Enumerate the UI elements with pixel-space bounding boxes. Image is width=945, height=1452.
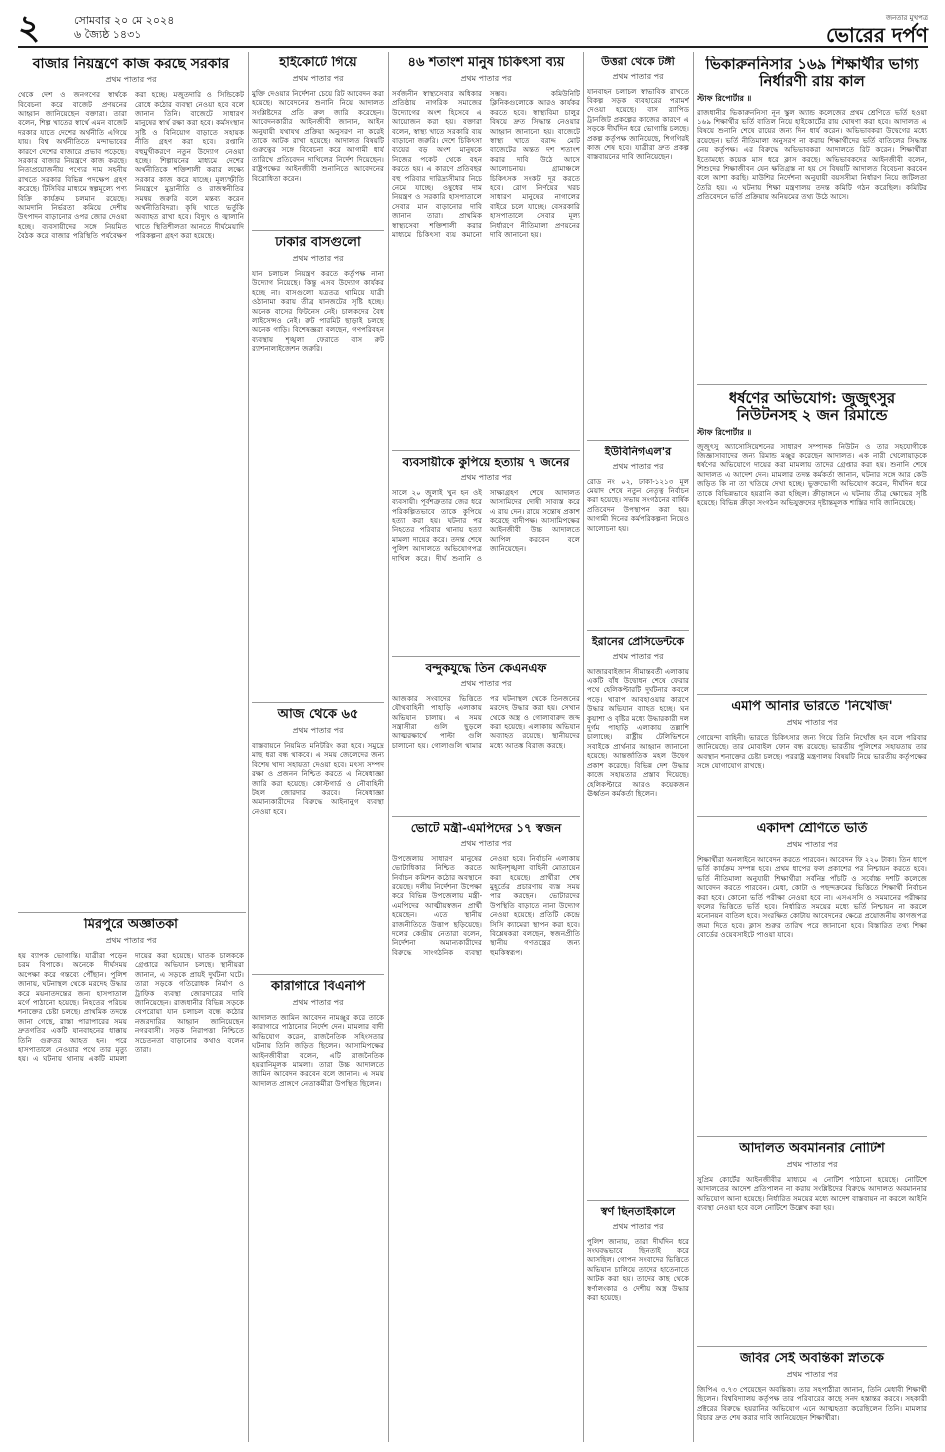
article-aj-theke — [252, 708, 384, 968]
jump-line: প্রথম পাতার পর — [460, 73, 512, 83]
article-divider — [587, 630, 689, 631]
article-divider — [252, 230, 384, 231]
article-divider — [587, 1200, 689, 1201]
masthead — [18, 8, 928, 48]
jump-line: প্রথম পাতার পর — [786, 1159, 838, 1169]
article-divider — [392, 816, 580, 817]
article-uttara — [587, 56, 689, 436]
column-divider — [583, 52, 584, 1442]
date-block — [74, 14, 174, 42]
article-body: থেকে দেশ ও জনগণের স্বার্থকে বিবেচনা করে বাজেট প্রণয়নের আহ্বান জানিয়েছেন বক্তারা। তারা বলেন, শিল্প খাতের স্বার্থে এমন বাজেট দরকার যাতে দেশের অর্থনীতি এগিয়ে যায়। বিশ্ব অর্থনীতিতে মন্দাভাবের কারণে দেশের বাজারে প্রভাব পড়েছে। সরকার বাজার নিয়ন্ত্রণে কাজ করছে। নিত্যপ্রয়োজনীয় পণ্যের দাম সহনীয় রাখতে সরকার বিভিন্ন পদক্ষেপ গ্রহণ করেছে। টিসিবির মাধ্যমে স্বল্পমূল্যে পণ্য বিক্রি কার্যক্রম চলমান রয়েছে। আমদানি নির্ভরতা কমিয়ে দেশীয় উৎপাদন বাড়ানোর ওপর জোর দেওয়া হচ্ছে। ব্যবসায়ীদের সঙ্গে নিয়মিত বৈঠক করে বাজার পরিস্থিতি পর্যবেক্ষণ করা হচ্ছে। মজুতদারি ও সিন্ডিকেট রোধে কঠোর ব্যবস্থা নেওয়া হবে বলে জানান তিনি। বাজেটে সাধারণ মানুষের স্বার্থ রক্ষা করা হবে। কর্মসংস্থান সৃষ্টি ও বিনিয়োগ বাড়াতে সহায়ক নীতি গ্রহণ করা হবে। রপ্তানি বহুমুখীকরণে নতুন উদ্যোগ নেওয়া হচ্ছে। শিল্পায়নের মাধ্যমে দেশের অর্থনীতিকে শক্তিশালী করার লক্ষ্যে সরকার কাজ করে যাচ্ছে। মূল্যস্ফীতি নিয়ন্ত্রণে মুদ্রানীতি ও রাজস্বনীতির সমন্বয় জরুরি বলে মন্তব্য করেন অর্থনীতিবিদরা। কৃষি খাতে ভর্তুকি অব্যাহত রাখা হবে। বিদ্যুৎ ও জ্বালানি খাতে স্থিতিশীলতা আনতে দীর্ঘমেয়াদি পরিকল্পনা গ্রহণ করা হয়েছে। — [18, 90, 244, 241]
article-body: পুলিশ জানায়, তারা দীর্ঘদিন ধরে সংঘবদ্ধভাবে ছিনতাই করে আসছিল। গোপন সংবাদের ভিত্তিতে অভিযান চালিয়ে তাদের হাতেনাতে আটক করা হয়। তাদের কাছ থেকে স্বর্ণালংকার ও দেশীয় অস্ত্র উদ্ধার করা হয়েছে। — [587, 1236, 689, 1303]
headline: ইরানের প্রেসিডেন্টকে — [591, 636, 685, 648]
article-body: সর্বজনীন স্বাস্থ্যসেবার অধিকার প্রতিষ্ঠায় নাগরিক সমাজের উদ্যোগের অংশ হিসেবে এ আয়োজন করা হয়। বক্তারা বলেন, স্বাস্থ্য খাতে সরকারি ব্যয় বাড়ানো জরুরি। দেশে চিকিৎসা ব্যয়ের বড় অংশ মানুষকে নিজের পকেট থেকে বহন করতে হয়। এ কারণে প্রতিবছর বহু পরিবার দারিদ্র্যসীমার নিচে নেমে যাচ্ছে। ওষুধের দাম নিয়ন্ত্রণ ও সরকারি হাসপাতালে সেবার মান বাড়ানোর দাবি জানান তারা। প্রাথমিক স্বাস্থ্যসেবা শক্তিশালী করার মাধ্যমে চিকিৎসা ব্যয় কমানো সম্ভব। কমিউনিটি ক্লিনিকগুলোকে আরও কার্যকর করতে হবে। স্বাস্থ্যবিমা চালুর বিষয়ে দ্রুত সিদ্ধান্ত নেওয়ার আহ্বান জানানো হয়। বাজেটে স্বাস্থ্য খাতে বরাদ্দ মোট বাজেটের অন্তত দশ শতাংশ করার দাবি উঠে আসে আলোচনায়। গ্রামাঞ্চলে চিকিৎসক সংকট দূর করতে হবে। রোগ নির্ণয়ের খরচ সাধারণ মানুষের নাগালের বাইরে চলে যাচ্ছে। বেসরকারি হাসপাতালে সেবার মূল্য নির্ধারণে নীতিমালা প্রণয়নের দাবি জানানো হয়। — [392, 88, 580, 240]
date-bangla: ৬ জ্যৈষ্ঠ ১৪৩১ — [74, 28, 142, 41]
article-bondukjuddho — [392, 662, 580, 812]
headline: একাদশ শ্রেণিতে ভর্তি — [756, 822, 868, 836]
article-body: যান চলাচল নিয়ন্ত্রণ করতে কর্তৃপক্ষ নানা উদ্যোগ নিয়েছে। কিন্তু এসব উদ্যোগ কার্যকর হচ্ছে না। বাসগুলো যত্রতত্র থামিয়ে যাত্রী ওঠানামা করায় তীব্র যানজটের সৃষ্টি হচ্ছে। অনেক বাসের ফিটনেস নেই। চালকদের বৈধ লাইসেন্সও নেই। রুট পারমিট ছাড়াই চলছে অনেক গাড়ি। বিশেষজ্ঞরা বলছেন, গণপরিবহন ব্যবস্থায় শৃঙ্খলা ফেরাতে বাস রুট র‌্যাশনালাইজেশন জরুরি। — [252, 268, 384, 354]
article-body: আদালত জামিন আবেদন নামঞ্জুর করে তাকে কারাগারে পাঠানোর নির্দেশ দেন। মামলার বাদী অভিযোগ করেন, রাজনৈতিক সহিংসতার ঘটনায় তিনি জড়িত ছিলেন। আসামিপক্ষের আইনজীবীরা বলেন, এটি রাজনৈতিক হয়রানিমূলক মামলা। তারা উচ্চ আদালতে জামিন আবেদন করবেন বলে জানান। এ সময় আদালত প্রাঙ্গণে নেতাকর্মীরা উপস্থিত ছিলেন। — [252, 1012, 384, 1088]
headline: আজ থেকে ৬৫ — [277, 708, 359, 722]
article-mp-anar — [697, 700, 927, 812]
headline: ভোটে মন্ত্রী-এমপিদের ১৭ স্বজন — [410, 822, 562, 835]
article-body: আজারবাইজান সীমান্তবর্তী এলাকায় একটি বাঁধ উদ্বোধন শেষে ফেরার পথে হেলিকপ্টারটি দুর্ঘটনার কবলে পড়ে। খারাপ আবহাওয়ার কারণে উদ্ধার অভিযান ব্যাহত হচ্ছে। ঘন কুয়াশা ও বৃষ্টির মধ্যে উদ্ধারকারী দল দুর্গম পাহাড়ি এলাকায় তল্লাশি চালাচ্ছে। রাষ্ট্রীয় টেলিভিশনে সবাইকে প্রার্থনার আহ্বান জানানো হয়েছে। আন্তর্জাতিক মহল উদ্বেগ প্রকাশ করেছে। বিভিন্ন দেশ উদ্ধার কাজে সহায়তার প্রস্তাব দিয়েছে। হেলিকপ্টারে আরও কয়েকজন ঊর্ধ্বতন কর্মকর্তা ছিলেন। — [587, 666, 689, 798]
article-body: শিক্ষার্থীরা অনলাইনে আবেদন করতে পারবেন। আবেদন ফি ২২০ টাকা। তিন ধাপে ভর্তি কার্যক্রম সম্পন্ন হবে। প্রথম ধাপের ফল প্রকাশের পর নিশ্চায়ন করতে হবে। ভর্তি নীতিমালা অনুযায়ী শিক্ষার্থীরা সর্বনিম্ন পাঁচটি ও সর্বোচ্চ দশটি কলেজে আবেদন করতে পারবেন। মেধা, কোটা ও পছন্দক্রমের ভিত্তিতে শিক্ষার্থী নির্বাচন করা হবে। কোনো ভর্তি পরীক্ষা নেওয়া হবে না। এসএসসি ও সমমানের পরীক্ষার ফলের ভিত্তিতে ভর্তি হবে। নির্ধারিত সময়ের মধ্যে ভর্তি নিশ্চায়ন না করলে মনোনয়ন বাতিল হবে। সংরক্ষিত কোটায় আবেদনের ক্ষেত্রে প্রয়োজনীয় কাগজপত্র জমা দিতে হবে। ক্লাস শুরুর তারিখ পরে জানানো হবে। বিস্তারিত তথ্য শিক্ষা বোর্ডের ওয়েবসাইটে পাওয়া যাবে। — [697, 854, 927, 940]
byline: স্টাফ রিপোর্টার ॥ — [697, 427, 752, 437]
article-shotangsho — [392, 56, 580, 446]
article-dhaka-bus — [252, 236, 384, 696]
headline: হাইকোর্টে গিয়ে — [279, 56, 357, 70]
headline: ইউবিনিগএল'র — [604, 446, 672, 458]
article-shorno — [587, 1206, 689, 1438]
article-body: সুপ্রিম কোর্টের আইনজীবীর মাধ্যমে এ নোটিশ পাঠানো হয়েছে। নোটিশে আদালতের আদেশ প্রতিপালন না করায় সংশ্লিষ্টদের বিরুদ্ধে আদালত অবমাননার অভিযোগ আনা হয়েছে। নির্ধারিত সময়ের মধ্যে আদেশ বাস্তবায়ন না করলে আইনি ব্যবস্থা নেওয়া হবে বলে নোটিশে উল্লেখ করা হয়। — [697, 1174, 927, 1213]
article-divider — [697, 1136, 927, 1137]
jump-line: প্রথম পাতার পর — [292, 725, 344, 735]
jump-line: প্রথম পাতার পর — [105, 75, 157, 85]
jump-line: প্রথম পাতার পর — [460, 678, 512, 688]
article-body: জুজুৎসু অ্যাসোসিয়েশনের সাধারণ সম্পাদক নিউটন ও তার সহযোগীকে জিজ্ঞাসাবাদের জন্য রিমান্ড মঞ্জুর করেছেন আদালত। এক নারী খেলোয়াড়কে ধর্ষণের অভিযোগে দায়ের করা মামলায় তাদের গ্রেপ্তার করা হয়। শুনানি শেষে আদালত এ আদেশ দেন। মামলার তদন্ত কর্মকর্তা জানান, ঘটনার সঙ্গে আর কেউ জড়িত কি না তা খতিয়ে দেখা হচ্ছে। ভুক্তভোগী অভিযোগ করেন, দীর্ঘদিন ধরে তাকে বিভিন্নভাবে হয়রানি করা হচ্ছিল। ক্রীড়াঙ্গনে এ ঘটনায় তীব্র ক্ষোভের সৃষ্টি হয়েছে। বিভিন্ন ক্রীড়া সংগঠন অভিযুক্তদের দৃষ্টান্তমূলক শাস্তির দাবি জানিয়েছে। — [697, 441, 927, 507]
article-karagar — [252, 980, 384, 1438]
article-body: সালে ২০ জুলাই খুন হন ওই ব্যবসায়ী। পূর্বশত্রুতার জের ধরে পরিকল্পিতভাবে তাকে কুপিয়ে হত্যা করা হয়। ঘটনার পর নিহতের পরিবার থানায় হত্যা মামলা দায়ের করে। তদন্ত শেষে পুলিশ আদালতে অভিযোগপত্র দাখিল করে। দীর্ঘ শুনানি ও সাক্ষ্যগ্রহণ শেষে আদালত আসামিদের দোষী সাব্যস্ত করে এ রায় দেন। রায়ে সন্তোষ প্রকাশ করেছে বাদীপক্ষ। আসামিপক্ষের আইনজীবী উচ্চ আদালতে আপিল করবেন বলে জানিয়েছেন। — [392, 487, 580, 563]
jump-line: প্রথম পাতার পর — [460, 472, 512, 482]
jump-line: প্রথম পাতার পর — [612, 651, 664, 661]
article-body: রোড নং ০২, ঢাকা-১২১৩ মূল মেয়াদ শেষে নতুন নেতৃত্ব নির্বাচন করা হয়েছে। সভায় সংগঠনের বার্ষিক প্রতিবেদন উপস্থাপন করা হয়। আগামী দিনের কর্মপরিকল্পনা নিয়েও আলোচনা হয়। — [587, 476, 689, 533]
article-byabsayi — [392, 456, 580, 652]
page-number: ২ — [18, 8, 41, 48]
brand-tagline: জনতার মুখপত্র — [885, 14, 928, 22]
article-dhorshon — [697, 390, 927, 690]
article-jobi — [697, 1352, 927, 1440]
article-divider — [697, 384, 927, 385]
article-adalot — [697, 1142, 927, 1342]
article-iran — [587, 636, 689, 1196]
headline: বন্দুকযুদ্ধে তিন কেএনএফ — [425, 662, 547, 675]
article-divider — [697, 1346, 927, 1347]
article-body: বাস্তবায়নে নিয়মিত মনিটরিং করা হবে। সমুদ্রে মাছ ধরা বন্ধ থাকবে। এ সময় জেলেদের জন্য বিশেষ খাদ্য সহায়তা দেওয়া হবে। মৎস্য সম্পদ রক্ষা ও প্রজনন নিশ্চিত করতে এ নিষেধাজ্ঞা জারি করা হয়েছে। কোস্টগার্ড ও নৌবাহিনী টহল জোরদার করবে। নিষেধাজ্ঞা অমান্যকারীদের বিরুদ্ধে আইনানুগ ব্যবস্থা নেওয়া হবে। — [252, 740, 384, 816]
jump-line: প্রথম পাতার পর — [292, 997, 344, 1007]
brand-logo — [826, 12, 928, 46]
article-bazar — [18, 56, 244, 906]
jump-line: প্রথম পাতার পর — [460, 838, 512, 848]
byline: স্টাফ রিপোর্টার ॥ — [697, 93, 752, 103]
jump-line: প্রথম পাতার পর — [105, 935, 157, 945]
jump-line: প্রথম পাতার পর — [786, 717, 838, 727]
headline: স্বর্ণ ছিনতাইকালে — [600, 1206, 676, 1218]
article-divider — [392, 450, 580, 451]
headline: এমপি আনার ভারতে 'নিখোঁজ' — [731, 700, 893, 714]
jump-line: প্রথম পাতার পর — [786, 839, 838, 849]
article-ubinig — [587, 446, 689, 626]
article-mirpur — [18, 918, 244, 1438]
headline: জবির সেই অবন্তিকা স্নাতকে — [739, 1352, 885, 1366]
article-divider — [18, 912, 246, 913]
headline: ব্যবসায়ীকে কুপিয়ে হত্যায় ৭ জনের — [402, 456, 570, 469]
column-divider — [248, 52, 249, 1442]
date-gregorian: সোমবার ২০ মে ২০২৪ — [74, 14, 175, 27]
jump-line: প্রথম পাতার পর — [612, 461, 664, 471]
headline: বাজার নিয়ন্ত্রণে কাজ করছে সরকার — [32, 56, 230, 72]
article-highcourt — [252, 56, 384, 226]
column-divider — [693, 52, 694, 1442]
brand-name: ভোরের দর্পণ — [826, 23, 928, 47]
headline: ৪৬ শতাংশ মানুষ চিকিৎসা ব্যয় — [407, 56, 565, 70]
jump-line: প্রথম পাতার পর — [612, 1221, 664, 1231]
jump-line: প্রথম পাতার পর — [786, 1369, 838, 1379]
article-body: জিপিএ ৩.৭৩ পেয়েছেন অবন্তিকা। তার সহপাঠীরা জানান, তিনি মেধাবী শিক্ষার্থী ছিলেন। বিশ্ববিদ্যালয় কর্তৃপক্ষ তার পরিবারের কাছে সনদ হস্তান্তর করবে। সহকারী প্রক্টরের বিরুদ্ধে হয়রানির অভিযোগ এনে আত্মহত্যা করেছিলেন তিনি। মামলার বিচার দ্রুত শেষ করার দাবি জানিয়েছেন শিক্ষার্থীরা। — [697, 1384, 927, 1423]
headline: কারাগারে বিএনপি — [270, 980, 366, 994]
jump-line: প্রথম পাতার পর — [612, 71, 664, 81]
article-divider — [587, 440, 689, 441]
article-divider — [697, 694, 927, 695]
article-divider — [252, 702, 384, 703]
headline: মিরপুরে অজ্ঞাতকা — [84, 918, 178, 932]
jump-line: প্রথম পাতার পর — [292, 73, 344, 83]
headline: ভিকারুননিসার ১৬৯ শিক্ষার্থীর ভাগ্য নির্ধারণী রায় কাল — [705, 56, 919, 91]
article-vote — [392, 822, 580, 1438]
article-body: যানবাহন চলাচল স্বাভাবিক রাখতে বিকল্প সড়ক ব্যবহারের পরামর্শ দেওয়া হয়েছে। বাস র‌্যাপিড ট্রানজিট প্রকল্পের কাজের কারণে এ সড়কে দীর্ঘদিন ধরে ভোগান্তি চলছে। প্রকল্প কর্তৃপক্ষ জানিয়েছে, শিগগিরই কাজ শেষ হবে। যাত্রীরা দ্রুত প্রকল্প বাস্তবায়নের দাবি জানিয়েছেন। — [587, 86, 689, 162]
article-body: হয় ব্যাপক ভোগান্তি। যাত্রীরা পড়েন চরম বিপাকে। অনেকে দীর্ঘসময় অপেক্ষা করে গন্তব্যে পৌঁছান। পুলিশ জানায়, ঘটনাস্থল থেকে মরদেহ উদ্ধার করে ময়নাতদন্তের জন্য হাসপাতাল মর্গে পাঠানো হয়েছে। নিহতের পরিচয় শনাক্তের চেষ্টা চলছে। প্রাথমিক তদন্তে জানা গেছে, রাস্তা পারাপারের সময় দ্রুতগতির একটি যানবাহনের ধাক্কায় তিনি গুরুতর আহত হন। পরে হাসপাতালে নেওয়ার পথে তার মৃত্যু হয়। এ ঘটনায় থানায় একটি মামলা দায়ের করা হয়েছে। ঘাতক চালককে গ্রেপ্তারে অভিযান চলছে। স্থানীয়রা জানান, এ সড়কে প্রায়ই দুর্ঘটনা ঘটে। তারা সড়কে গতিরোধক নির্মাণ ও ট্রাফিক ব্যবস্থা জোরদারের দাবি জানিয়েছেন। রাজধানীর বিভিন্ন সড়কে বেপরোয়া যান চলাচল বন্ধে কঠোর নজরদারির আহ্বান জানিয়েছেন নগরবাসী। সড়ক নিরাপত্তা নিশ্চিতে সচেতনতা বাড়ানোর কথাও বলেন তারা। — [18, 950, 244, 1064]
article-divider — [252, 974, 384, 975]
headline: আদালত অবমাননার নোটিশ — [739, 1142, 885, 1156]
article-body: মুক্তি দেওয়ার নির্দেশনা চেয়ে রিট আবেদন করা হয়েছে। আবেদনের শুনানি নিয়ে আদালত সংশ্লিষ্টদের প্রতি রুল জারি করেছেন। আবেদনকারীর আইনজীবী জানান, আইন অনুযায়ী যথাযথ প্রক্রিয়া অনুসরণ না করেই তাকে আটক রাখা হয়েছে। আদালত বিষয়টি গুরুত্বের সঙ্গে বিবেচনা করে আগামী ধার্য তারিখে প্রতিবেদন দাখিলের নির্দেশ দিয়েছেন। রাষ্ট্রপক্ষের আইনজীবী শুনানিতে আবেদনের বিরোধিতা করেন। — [252, 88, 384, 183]
article-body: গোয়েন্দা বাহিনী। ভারতে চিকিৎসার জন্য গিয়ে তিনি নিখোঁজ হন বলে পরিবার জানিয়েছে। তার মোবাইল ফোন বন্ধ রয়েছে। ভারতীয় পুলিশের সহায়তায় তার অবস্থান শনাক্তের চেষ্টা চলছে। পররাষ্ট্র মন্ত্রণালয় বিষয়টি নিয়ে ভারতীয় কর্তৃপক্ষের সঙ্গে যোগাযোগ রাখছে। — [697, 732, 927, 771]
article-vikarunnisa — [697, 56, 927, 380]
headline: ঢাকার বাসগুলো — [275, 236, 361, 250]
article-body: আজকার সংবাদের ভিত্তিতে যৌথবাহিনী পাহাড়ি এলাকায় অভিযান চালায়। এ সময় সন্ত্রাসীরা গুলি ছুড়লে আত্মরক্ষার্থে পাল্টা গুলি চালানো হয়। গোলাগুলি থামার পর ঘটনাস্থল থেকে তিনজনের মরদেহ উদ্ধার করা হয়। সেখান থেকে অস্ত্র ও গোলাবারুদ জব্দ করা হয়েছে। এলাকায় অভিযান অব্যাহত রয়েছে। স্থানীয়দের মধ্যে আতঙ্ক বিরাজ করছে। — [392, 693, 580, 750]
article-divider — [697, 816, 927, 817]
headline: উত্তরা থেকে টঙ্গী — [601, 56, 675, 68]
article-body: রাজধানীর ভিকারুননিসা নূন স্কুল অ্যান্ড কলেজের প্রথম শ্রেণিতে ভর্তি হওয়া ১৬৯ শিক্ষার্থীর ভর্তি বাতিল নিয়ে হাইকোর্টের রায় ঘোষণা করা হবে। আদালত এ বিষয়ে শুনানি শেষে রায়ের জন্য দিন ধার্য করেন। অভিভাবকরা উদ্বেগের মধ্যে রয়েছেন। ভর্তি নীতিমালা অনুসরণ না করায় শিক্ষার্থীদের ভর্তি বাতিলের সিদ্ধান্ত নেয় কর্তৃপক্ষ। এর বিরুদ্ধে অভিভাবকরা আদালতে রিট করেন। শিক্ষার্থীরা ইতোমধ্যে কয়েক মাস ধরে ক্লাস করছে। অভিভাবকদের আইনজীবী বলেন, শিশুদের শিক্ষাজীবন যেন ক্ষতিগ্রস্ত না হয় সে বিষয়টি আদালত বিবেচনা করবেন বলে আশা করছি। মাউশির নির্দেশনা অনুযায়ী বয়সসীমা নির্ধারণ নিয়ে জটিলতা তৈরি হয়। এ ঘটনায় শিক্ষা মন্ত্রণালয় তদন্ত কমিটি গঠন করেছিল। কমিটির প্রতিবেদনে ভর্তি প্রক্রিয়ায় অনিয়মের তথ্য উঠে আসে। — [697, 107, 927, 202]
article-divider — [392, 656, 580, 657]
article-body: উপজেলায় সাধারণ মানুষের ভোটাধিকার নিশ্চিত করতে নির্বাচন কমিশন কঠোর অবস্থানে রয়েছে। দলীয় নির্দেশনা উপেক্ষা করে বিভিন্ন উপজেলায় মন্ত্রী-এমপিদের আত্মীয়স্বজন প্রার্থী হয়েছেন। এতে স্থানীয় রাজনীতিতে উত্তাপ ছড়িয়েছে। দলের কেন্দ্রীয় নেতারা বলেন, নির্দেশনা অমান্যকারীদের বিরুদ্ধে সাংগঠনিক ব্যবস্থা নেওয়া হবে। নির্বাচনি এলাকায় আইনশৃঙ্খলা বাহিনী মোতায়েন করা হয়েছে। প্রার্থীরা শেষ মুহূর্তের প্রচারণায় ব্যস্ত সময় পার করছেন। ভোটারদের উপস্থিতি বাড়াতে নানা উদ্যোগ নেওয়া হয়েছে। প্রতিটি কেন্দ্রে সিসি ক্যামেরা স্থাপন করা হবে। বিশ্লেষকরা বলছেন, স্বজনপ্রীতি স্থানীয় গণতন্ত্রের জন্য হুমকিস্বরূপ। — [392, 853, 580, 957]
article-ekadosh — [697, 822, 927, 1132]
jump-line: প্রথম পাতার পর — [292, 253, 344, 263]
headline: ধর্ষণের অভিযোগ: জুজুৎসুর নিউটনসহ ২ জন রিমান্ডে — [728, 390, 896, 425]
column-divider — [388, 52, 389, 1442]
